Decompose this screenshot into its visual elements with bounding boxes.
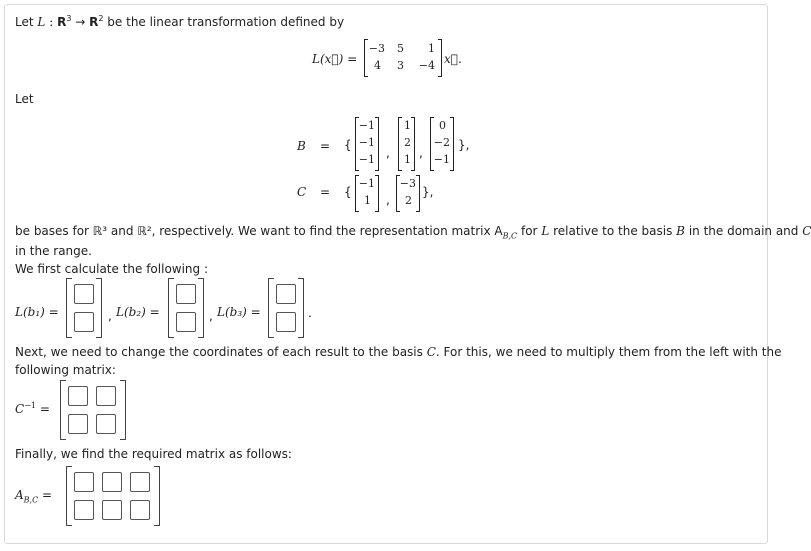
transform-rhs: x⃗. xyxy=(444,52,462,66)
basis-B-vector-2 xyxy=(398,118,415,170)
vector-entry: −2 xyxy=(433,136,450,149)
vector-entry: 0 xyxy=(439,119,446,132)
vector-entry: −1 xyxy=(433,153,450,166)
basis-C-comma: , xyxy=(386,193,390,207)
basis-C-vector-1 xyxy=(355,176,379,211)
L-b3-label: L(b₃) = xyxy=(217,305,261,319)
basis-C-eq: = xyxy=(320,185,331,199)
desc-sub: B,C xyxy=(502,231,518,241)
L-b1-label: L(b₁) = xyxy=(15,305,59,319)
intro-exp2: 2 xyxy=(98,14,104,23)
next-text-end: . For this, we need to multiply them from the left with the xyxy=(435,345,782,359)
abc-matrix xyxy=(66,467,160,525)
vector-entry: −1 xyxy=(358,177,375,190)
L-b1-vector xyxy=(66,279,102,337)
L-b2-label: L(b₂) = xyxy=(116,305,160,319)
matrix-cell: 4 xyxy=(374,59,381,72)
cinv-matrix xyxy=(60,381,126,439)
abc-eq: = xyxy=(42,488,53,502)
basis-B-comma-1: , xyxy=(386,146,390,160)
first-calc-text: We first calculate the following : xyxy=(15,262,209,276)
finally-text: Finally, we find the required matrix as follows: xyxy=(15,447,292,461)
intro-line xyxy=(15,15,344,30)
answer-box[interactable] xyxy=(74,500,94,520)
vector-entry: 1 xyxy=(364,194,371,207)
L-b3-sep: , xyxy=(209,309,213,323)
cinv-sup: −1 xyxy=(24,401,36,410)
basis-B-eq: = xyxy=(320,139,331,153)
desc-text-c: in the domain and xyxy=(685,224,803,238)
answer-box[interactable] xyxy=(96,386,116,406)
basis-B-comma-2: , xyxy=(419,146,423,160)
vector-entry: 2 xyxy=(404,136,411,149)
next-text: Next, we need to change the coordinates of each result to the basis xyxy=(15,345,423,359)
answer-box[interactable] xyxy=(130,500,150,520)
abc-A: A xyxy=(15,488,24,502)
vector-entry: −1 xyxy=(358,119,375,132)
desc-B: B xyxy=(676,224,685,238)
L-b3-vector xyxy=(268,279,304,337)
basis-B-vector-3 xyxy=(430,118,454,170)
basis-B-open: { xyxy=(344,138,352,152)
L-b2-vector xyxy=(168,279,204,337)
desc-L: L xyxy=(541,224,550,238)
desc-text-a: for xyxy=(517,224,542,238)
transform-matrix xyxy=(364,40,442,76)
intro-arrow: → xyxy=(75,15,86,29)
answer-box[interactable] xyxy=(96,414,116,434)
answer-box[interactable] xyxy=(74,472,94,492)
matrix-cell: −4 xyxy=(418,59,435,72)
L-b2-sep: , xyxy=(108,309,112,323)
desc-C: C xyxy=(802,224,811,238)
cinv-C: C xyxy=(15,402,25,416)
answer-box[interactable] xyxy=(176,284,196,304)
intro-R3: R xyxy=(57,15,67,29)
description-line-2: in the range. xyxy=(15,244,92,258)
intro-rest: be the linear transformation defined by xyxy=(107,15,345,29)
intro-exp3: 3 xyxy=(66,14,72,23)
desc-text-b: relative to the basis xyxy=(549,224,677,238)
basis-C-close: }, xyxy=(422,185,434,199)
next-line-2: following matrix: xyxy=(15,363,116,377)
abc-label xyxy=(15,488,52,503)
basis-B-vector-1 xyxy=(355,118,379,170)
basis-B-close: }, xyxy=(458,138,470,152)
basis-B-name: B xyxy=(297,139,306,153)
abc-sub: B,C xyxy=(23,495,39,505)
matrix-cell: −3 xyxy=(368,42,385,55)
vector-entry: 2 xyxy=(405,194,412,207)
next-C: C xyxy=(426,345,436,359)
answer-box[interactable] xyxy=(74,312,94,332)
answer-box[interactable] xyxy=(176,312,196,332)
answer-box[interactable] xyxy=(68,414,88,434)
matrix-cell: 5 xyxy=(397,42,404,55)
vector-entry: −1 xyxy=(358,153,375,166)
basis-C-name: C xyxy=(297,185,307,199)
answer-box[interactable] xyxy=(276,312,296,332)
desc-text: be bases for ℝ³ and ℝ², respectively. We want to find the representation matrix A xyxy=(15,224,503,238)
transform-lhs: L(x⃗) = xyxy=(312,52,358,66)
matrix-cell: 1 xyxy=(428,42,435,55)
answer-box[interactable] xyxy=(68,386,88,406)
vector-entry: 1 xyxy=(404,119,411,132)
vector-entry: −1 xyxy=(358,136,375,149)
intro-colon: : xyxy=(49,15,54,29)
vector-entry: 1 xyxy=(404,153,411,166)
intro-L: L xyxy=(37,15,46,29)
answer-box[interactable] xyxy=(74,284,94,304)
answer-box[interactable] xyxy=(102,500,122,520)
description-line-1 xyxy=(15,224,811,239)
matrix-cell: 3 xyxy=(397,59,404,72)
results-period: . xyxy=(308,306,312,320)
answer-box[interactable] xyxy=(130,472,150,492)
basis-C-vector-2 xyxy=(396,176,420,211)
let-label: Let xyxy=(15,92,34,106)
intro-R2: R xyxy=(89,15,99,29)
vector-entry: −3 xyxy=(399,177,416,190)
cinv-label xyxy=(15,402,50,417)
basis-C-open: { xyxy=(344,185,352,199)
next-line-1 xyxy=(15,345,782,360)
cinv-eq: = xyxy=(39,402,50,416)
intro-let: Let xyxy=(15,15,34,29)
answer-box[interactable] xyxy=(102,472,122,492)
answer-box[interactable] xyxy=(276,284,296,304)
